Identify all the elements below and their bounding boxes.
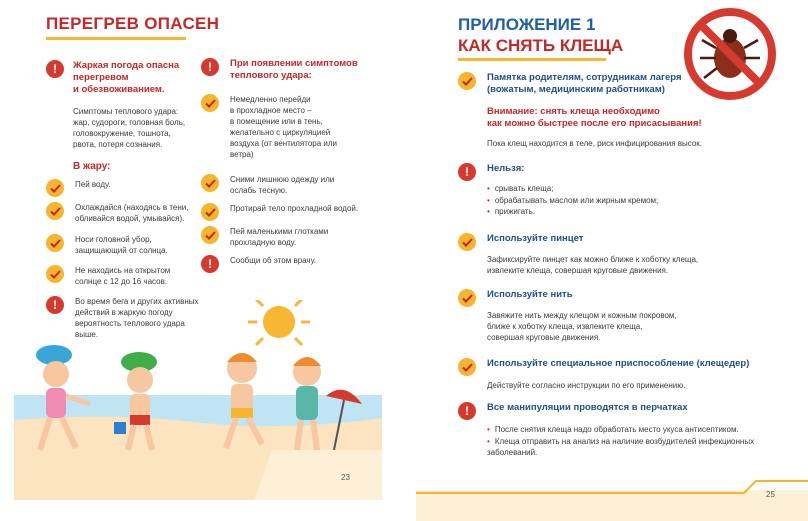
list-item: • Клеща отправить на анализ на наличие возбудителей инфекционных заболеваний. (487, 436, 787, 459)
exclamation-icon: ! (201, 255, 219, 273)
forbidden-list (487, 183, 658, 218)
footer-band (416, 478, 808, 521)
list-item: • прижигать. (487, 206, 658, 218)
check-icon (201, 203, 219, 221)
sun-icon (248, 300, 310, 345)
heat-heading: В жару: (73, 161, 111, 172)
check-icon (201, 226, 219, 244)
symptoms-text: Симптомы теплового удара: жар, судороги, головная боль, головокружение, тошнота, рвота, потеря сознания. (73, 107, 186, 149)
check-icon (458, 358, 476, 376)
title-underline (458, 58, 606, 61)
symptom-item: Немедленно перейди в прохладное место – в помещение или в тень, желательно с циркуляцией воздуха (от вентилятора или ветра) (201, 94, 337, 160)
device-section: Используйте специальное приспособление (клещедер) (458, 358, 749, 376)
list-item: • После снятия клеща надо обработать место укуса антисептиком. (487, 424, 787, 436)
check-icon (46, 234, 64, 252)
report-warning: ! Сообщи об этом врачу. (201, 255, 316, 273)
beach-illustration (14, 300, 382, 500)
heat-item: Пей воду. (46, 179, 110, 197)
intro-heading-line: Жаркая погода опасна (73, 60, 180, 71)
check-icon (46, 179, 64, 197)
thread-section: Используйте нить (458, 289, 573, 307)
title-underline (46, 37, 186, 40)
gloves-section: ! Все манипуляции проводятся в перчатках (458, 402, 688, 420)
thread-text: Завяжите нить между клещом и кожным покровом, ближе к хоботку клеща, извлеките клеща, совершая круговые движения. (487, 311, 677, 342)
page-title-left: ПЕРЕГРЕВ ОПАСЕН (46, 14, 220, 33)
page-number: 25 (766, 490, 775, 499)
activity-warning: ! Во время бега и других активных действий в жаркую погоду вероятность теплового удара выше. (46, 296, 198, 340)
exclamation-icon: ! (201, 58, 219, 76)
tweezers-section: Используйте пинцет (458, 233, 583, 251)
exclamation-icon: ! (458, 163, 476, 181)
list-item: • обрабатывать маслом или жирным кремом; (487, 195, 658, 207)
attention-text: Внимание: снять клеща необходимо как можно быстрее после его присасывания! (487, 106, 702, 129)
check-icon (458, 233, 476, 251)
check-icon (46, 202, 64, 220)
heat-item: Носи головной убор, защищающий от солнца. (46, 234, 168, 256)
symptom-item: Протирай тело прохладной водой. (201, 203, 358, 221)
symptom-item: Сними лишнюю одежду или ослабь тесную. (201, 174, 334, 196)
device-text: Действуйте согласно инструкции по его применению. (487, 381, 686, 390)
heat-item: Не находись на открытом солнце с 12 до 16 часов. (46, 265, 170, 287)
intro-heading-line: и обезвоживанием. (73, 84, 165, 95)
right-page (416, 0, 808, 521)
exclamation-icon: ! (46, 296, 64, 314)
symptoms-warning: ! При появлении симптомов теплового удара: (201, 58, 358, 82)
check-icon (46, 265, 64, 283)
symptom-item: Пей маленькими глотками прохладную воду. (201, 226, 328, 248)
exclamation-icon: ! (46, 60, 64, 78)
list-item: • срывать клеща; (487, 183, 658, 195)
check-icon (458, 72, 476, 90)
intro-heading-line: перегревом (73, 72, 129, 83)
tweezers-text: Зафиксируйте пинцет как можно ближе к хоботку клеща, извлеките клеща, совершая круговые движения. (487, 255, 699, 275)
check-icon (458, 289, 476, 307)
gloves-list (487, 424, 787, 459)
intro-warning (46, 60, 179, 96)
check-icon (201, 174, 219, 192)
page-title-right: КАК СНЯТЬ КЛЕЩА (458, 36, 624, 55)
forbidden-section: ! Нельзя: (458, 163, 524, 181)
page-number: 23 (341, 473, 350, 482)
risk-note: Пока клещ находится в теле, риск инфицирования высок. (487, 139, 703, 148)
check-icon (201, 94, 219, 112)
no-tick-sign-icon (682, 6, 778, 102)
exclamation-icon: ! (458, 402, 476, 420)
appendix-title: ПРИЛОЖЕНИЕ 1 (458, 15, 596, 34)
memo-item: Памятка родителям, сотрудникам лагеря (вожатым, медицинским работникам) (458, 72, 682, 96)
heat-item: Охлаждайся (находясь в тени, обливайся водой, умывайся). (46, 202, 188, 224)
